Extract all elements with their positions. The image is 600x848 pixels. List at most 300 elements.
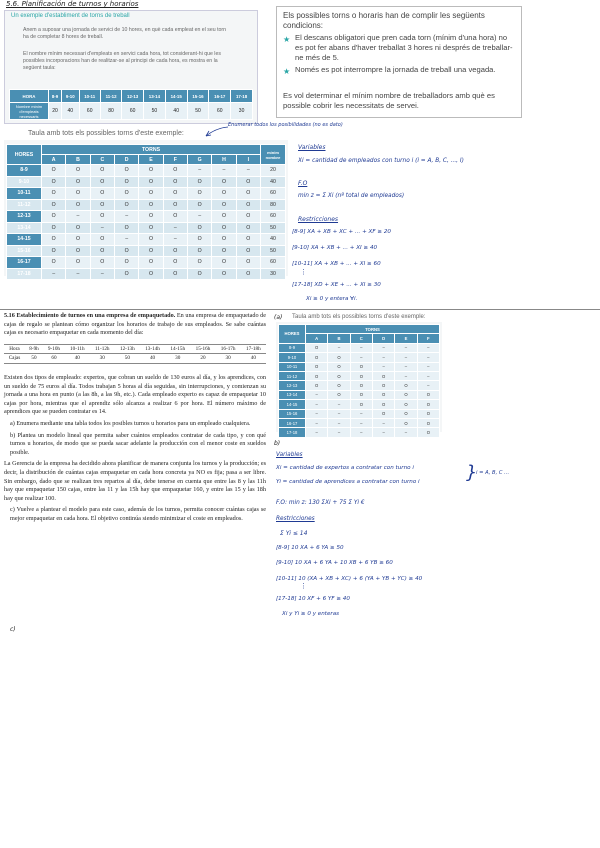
management-paragraph: La Gerencia de la empresa ha decidido ahora planificar de manera conjunta los turnos y la producción; es decir, la distribución de cuántas cajas empaquetar en cada hora concreta ya NO es fija; pasa a ser libre. Sin embargo, dado que se realizan tres repartos al día, debe tenerse en cuenta que entre las 8 y las 11h hay que empaquetar 150 cajas, entre las 11 y las 15h hay que empaquetar 160, y entre las 15 y las 18h hay que realizar 100. (4, 460, 266, 502)
question-c: c) Vuelve a plantear el modelo para este caso, además de los turnos, permita conocer cuántas cajas se mejor empaquetar en cada hora. El objetivo continúa siendo minimizar el coste en empleados. (10, 506, 266, 522)
torn-cell: O (163, 211, 187, 223)
torn-cell: – (372, 362, 394, 371)
torn-cell: O (139, 234, 163, 246)
boxes-header-cell: 15-16h (190, 344, 215, 354)
boxes-value-cell: 40 (140, 354, 165, 364)
torn-cell: – (187, 165, 211, 177)
torns-header: TORNS (42, 145, 261, 155)
small-torns-table (278, 324, 440, 438)
torn-cell: – (417, 353, 439, 362)
table-row (279, 381, 440, 390)
torn-cell: O (139, 165, 163, 177)
torn-cell: O (395, 381, 417, 390)
min-value: 20 (261, 165, 286, 177)
torn-cell: – (66, 211, 90, 223)
hour-label: 15-16 (279, 409, 306, 418)
restrictions-title-1: Restricciones (298, 216, 339, 223)
torn-cell: O (350, 381, 372, 390)
torn-cell: O (236, 257, 260, 269)
torn-cell: O (139, 211, 163, 223)
dots-1: ⋮ (300, 268, 307, 276)
torn-cell: O (114, 188, 138, 200)
conditions-intro: Els possibles torns o horaris han de complir les següents condicions: (283, 11, 485, 30)
hour-row-label: HORA (10, 90, 49, 103)
torn-col-header: D (114, 155, 138, 165)
torn-cell: O (139, 199, 163, 211)
hour-label: 16-17 (7, 257, 42, 269)
torn-cell: O (66, 165, 90, 177)
torn-cell: O (90, 234, 114, 246)
bullet-star-icon: ★ (283, 67, 291, 76)
torn-cell: – (372, 428, 394, 437)
torn-cell: O (66, 222, 90, 234)
restriction-17-18: [17-18] 10 XF + 6 YF ≥ 40 (276, 596, 350, 602)
table-row (7, 211, 286, 223)
brace-symbol: } (466, 462, 478, 483)
torn-cell: – (306, 400, 328, 409)
torn-cell: O (417, 409, 439, 418)
torn-cell: O (187, 188, 211, 200)
intro-paragraph: Anem a suposar una jornada de servici de 10 hores, en què cada empleat en el seu torn ha de completar 8 hores de treball. (23, 27, 227, 40)
torn-cell: – (328, 428, 350, 437)
torn-cell: O (212, 234, 236, 246)
hour-cell: 14-15 (165, 90, 187, 103)
variable-def-1: Xi = cantidad de empleados con turno i (i = A, B, C, ..., I) (298, 158, 464, 164)
torn-cell: – (417, 362, 439, 371)
min-cell: 30 (231, 103, 253, 120)
boxes-header-cell: 11-12h (90, 344, 115, 354)
hour-label: 8-9 (7, 165, 42, 177)
torn-cell: – (163, 234, 187, 246)
restriction-nonneg: Xi y Yi ≥ 0 y enteras (282, 611, 340, 617)
restriction-8-9: [8-9] 10 XA + 6 YA ≥ 50 (276, 545, 344, 551)
torn-cell: – (66, 268, 90, 280)
torn-cell: O (212, 245, 236, 257)
hour-label: 10-11 (279, 362, 306, 371)
torn-cell: O (42, 199, 66, 211)
torn-col-header: A (42, 155, 66, 165)
min-value: 60 (261, 257, 286, 269)
boxes-value-cell: 30 (165, 354, 190, 364)
section-divider (0, 309, 600, 310)
torn-cell: O (42, 165, 66, 177)
torn-cell: – (395, 428, 417, 437)
torn-cell: O (163, 188, 187, 200)
min-cell: 60 (209, 103, 231, 120)
restriction-3: [10-11] XA + XB + ... + XI ≥ 60 (292, 261, 381, 267)
hour-cell: 8-9 (49, 90, 62, 103)
hour-label: 15-16 (7, 245, 42, 257)
torn-cell: O (350, 400, 372, 409)
arrow-icon (200, 124, 230, 138)
a-label: (a) (274, 314, 283, 321)
table-row (7, 268, 286, 280)
table-row (7, 176, 286, 188)
torn-cell: O (328, 362, 350, 371)
torn-cell: O (212, 176, 236, 188)
torn-cell: O (163, 176, 187, 188)
min-cell: 50 (187, 103, 209, 120)
question-a: a) Enumera mediante una tabla todos los posibles turnos u horarios para un empleado cualquiera. (10, 419, 251, 427)
table-row (279, 428, 440, 437)
torn-cell: O (187, 257, 211, 269)
torn-cell: – (350, 418, 372, 427)
torn-cell: O (187, 222, 211, 234)
small-table-caption: Taula amb tots els possibles torns d'este exemple: (292, 314, 426, 320)
torn-cell: O (66, 245, 90, 257)
variables-title-1: Variables (298, 144, 326, 151)
handwritten-annotation: Enumerar todos los posibilidades (no es dato) (228, 122, 343, 128)
torn-cell: O (328, 353, 350, 362)
boxes-value-cell: 50 (25, 354, 43, 364)
boxes-table (4, 344, 266, 364)
torn-cell: O (90, 245, 114, 257)
torn-cell: O (114, 199, 138, 211)
torn-cell: – (306, 428, 328, 437)
torn-cell: O (114, 165, 138, 177)
torn-cell: O (42, 257, 66, 269)
boxes-header-cell: 9-10h (43, 344, 65, 354)
torn-cell: – (212, 165, 236, 177)
min-value: 80 (261, 199, 286, 211)
table-row (279, 343, 440, 352)
min-value: 40 (261, 176, 286, 188)
torn-cell: – (395, 353, 417, 362)
torn-col-header: F (163, 155, 187, 165)
hour-label: 14-15 (279, 400, 306, 409)
torn-cell: O (114, 245, 138, 257)
hour-label: 9-10 (279, 353, 306, 362)
hour-label: 9-10 (7, 176, 42, 188)
small-torn-col-header: F (417, 334, 439, 343)
torn-cell: O (372, 409, 394, 418)
torn-cell: O (163, 257, 187, 269)
boxes-header-cell: Hora (4, 344, 25, 354)
boxes-value-cell: 30 (90, 354, 115, 364)
torn-cell: – (328, 400, 350, 409)
torn-cell: O (42, 211, 66, 223)
torn-cell: – (417, 381, 439, 390)
torn-cell: O (212, 222, 236, 234)
torn-cell: O (350, 390, 372, 399)
restrictions-title-2: Restricciones (276, 516, 315, 522)
small-torn-col-header: E (395, 334, 417, 343)
torn-cell: O (306, 353, 328, 362)
hores-header: HORES (7, 145, 42, 165)
torn-cell: O (212, 257, 236, 269)
torn-cell: O (66, 257, 90, 269)
table-row (279, 371, 440, 380)
table-row (7, 222, 286, 234)
restriction-9-10: [9-10] 10 XA + 6 YA + 10 XB + 6 YB ≥ 60 (276, 560, 393, 566)
min-employees-table (9, 89, 253, 120)
torn-cell: – (236, 165, 260, 177)
table-row (279, 409, 440, 418)
torn-cell: O (66, 188, 90, 200)
torn-cell: O (187, 268, 211, 280)
torn-cell: – (163, 222, 187, 234)
torn-cell: – (114, 234, 138, 246)
torn-cell: O (114, 176, 138, 188)
hour-cell: 11-12 (100, 90, 121, 103)
table-row (279, 390, 440, 399)
torn-cell: – (395, 371, 417, 380)
torn-cell: O (139, 176, 163, 188)
y-variable-def: Yi = cantidad de aprendices a contratar con turno i (276, 479, 420, 485)
torn-cell: – (350, 409, 372, 418)
boxes-header-cell: 17-18h (241, 344, 266, 354)
hour-label: 8-9 (279, 343, 306, 352)
hour-label: 14-15 (7, 234, 42, 246)
top-left-panel (4, 10, 258, 124)
problem-intro: En una empresa de empaquetado de cajas de regalo se plantean cómo organizar los horarios de trabajo de sus empleados. Se sabe cuántas cajas es necesario empaquetar en cada momento del día: (4, 312, 267, 337)
torn-cell: O (417, 428, 439, 437)
torn-cell: O (187, 234, 211, 246)
employees-paragraph: Existen dos tipos de empleado: expertos, que cobran un sueldo de 130 euros al día, y los aprendices, con un sueldo de 75 euros al día. Todos trabajan 5 horas al día seguidas, sin interrupciones, y comienzan su jornada a una hora en punto (a las 8h, a las 9h, etc.). Cada empleado experto es capaz de empaquetar 10 cajas por hora, mientras que el aprendiz sólo alcanza a realizar 6 por hora. El número máximo de aprendices que se pueden contratar es 14. (4, 373, 266, 416)
torn-cell: O (187, 245, 211, 257)
small-torn-col-header: C (350, 334, 372, 343)
hour-label: 13-14 (7, 222, 42, 234)
conditions-box (276, 6, 522, 118)
torn-cell: O (90, 176, 114, 188)
table-row (7, 165, 286, 177)
min-value: 50 (261, 245, 286, 257)
torn-cell: O (306, 371, 328, 380)
boxes-header-cell: 8-9h (25, 344, 43, 354)
problem-block (4, 312, 266, 526)
torn-cell: – (372, 418, 394, 427)
min-cell: 20 (49, 103, 62, 120)
min-row-label: Nombre mínim d'empleats necessaris (10, 103, 49, 120)
restriction-10-11: [10-11] 10 (XA + XB + XC) + 6 (YA + YB + YC) ≥ 40 (276, 576, 423, 582)
torn-cell: O (163, 268, 187, 280)
torn-cell: O (163, 245, 187, 257)
fo-line-2: F.O: min z: 130 ΣXi + 75 Σ Yi € (276, 500, 365, 506)
torn-cell: – (350, 343, 372, 352)
torn-cell: O (236, 188, 260, 200)
torn-cell: O (236, 176, 260, 188)
fo-line-1: min z = Σ Xi (nº total de empleados) (298, 193, 405, 199)
hour-label: 10-11 (7, 188, 42, 200)
torn-cell: O (372, 400, 394, 409)
min-value: 50 (261, 222, 286, 234)
torn-cell: – (328, 409, 350, 418)
hour-label: 11-12 (279, 371, 306, 380)
small-torn-col-header: B (328, 334, 350, 343)
torn-cell: O (350, 371, 372, 380)
torn-cell: O (306, 343, 328, 352)
torn-cell: – (350, 428, 372, 437)
hour-label: 13-14 (279, 390, 306, 399)
torn-cell: O (42, 222, 66, 234)
torn-cell: O (328, 371, 350, 380)
fo-title-1: F.O (298, 180, 308, 187)
torn-cell: – (417, 343, 439, 352)
torn-cell: – (328, 343, 350, 352)
torn-cell: O (114, 222, 138, 234)
torn-col-header: E (139, 155, 163, 165)
small-hores-header: HORES (279, 325, 306, 344)
torn-col-header: I (236, 155, 260, 165)
bullet-star-icon: ★ (283, 35, 291, 44)
torn-cell: O (212, 199, 236, 211)
hour-label: 16-17 (279, 418, 306, 427)
torn-cell: – (306, 418, 328, 427)
torn-cell: O (372, 371, 394, 380)
small-torn-col-header: A (306, 334, 328, 343)
boxes-value-cell: 20 (190, 354, 215, 364)
torn-cell: O (163, 199, 187, 211)
torn-cell: O (417, 400, 439, 409)
torn-cell: O (212, 211, 236, 223)
torn-cell: – (372, 353, 394, 362)
hour-label: 17-18 (7, 268, 42, 280)
table-row (279, 353, 440, 362)
torn-col-header: B (66, 155, 90, 165)
torn-cell: O (306, 381, 328, 390)
torn-cell: O (139, 222, 163, 234)
min-cell: 40 (62, 103, 79, 120)
condition-bullet-1: El descans obligatori que pren cada torn (mínim d'una hora) no es pot fer abans d'haver treballat 3 hores ni després de treballar-ne més de 5. (295, 33, 513, 62)
torn-cell: O (139, 245, 163, 257)
boxes-value-cell: Cajas (4, 354, 25, 364)
torn-cell: O (236, 199, 260, 211)
torn-cell: – (417, 371, 439, 380)
torn-cell: O (417, 418, 439, 427)
torn-cell: – (42, 268, 66, 280)
torn-col-header: H (212, 155, 236, 165)
hour-cell: 10-11 (79, 90, 100, 103)
b-label: b) (274, 440, 281, 447)
handwritten-c-label: c) (10, 626, 16, 633)
small-table-panel (276, 322, 442, 435)
min-cell: 50 (144, 103, 166, 120)
torn-cell: O (306, 362, 328, 371)
torn-cell: – (395, 343, 417, 352)
table-row (279, 362, 440, 371)
torn-cell: – (114, 211, 138, 223)
torn-cell: O (42, 245, 66, 257)
torn-cell: O (372, 390, 394, 399)
needs-paragraph: El nombre mínim necessari d'empleats en servici cada hora, tot considerant-hi que les possibles incorporacions han de realitzar-se al principi de cada hora, es mostra en la següent taula: (23, 51, 221, 71)
torn-cell: O (90, 188, 114, 200)
torn-cell: O (90, 199, 114, 211)
torns-table (6, 144, 286, 280)
torn-cell: O (90, 257, 114, 269)
torn-cell: O (350, 362, 372, 371)
table-row (7, 199, 286, 211)
torn-cell: O (114, 257, 138, 269)
torn-cell: O (372, 381, 394, 390)
torn-cell: O (90, 211, 114, 223)
min-cell: 40 (165, 103, 187, 120)
x-variable-def: Xi = cantidad de expertos a contratar con turno i (276, 465, 414, 471)
torn-cell: – (90, 268, 114, 280)
table-row (7, 245, 286, 257)
torn-cell: O (395, 390, 417, 399)
torn-cell: – (328, 418, 350, 427)
hour-cell: 15-16 (187, 90, 209, 103)
torn-col-header: C (90, 155, 114, 165)
boxes-value-cell: 30 (216, 354, 241, 364)
restriction-2: [9-10] XA + XB + ... + XI ≥ 40 (292, 245, 378, 251)
torn-cell: O (139, 188, 163, 200)
torn-cell: – (306, 409, 328, 418)
table-row (279, 400, 440, 409)
table-row (7, 257, 286, 269)
hour-label: 11-12 (7, 199, 42, 211)
torn-cell: O (417, 390, 439, 399)
table-row (279, 418, 440, 427)
torn-cell: O (395, 418, 417, 427)
hour-cell: 13-14 (144, 90, 166, 103)
min-cell: 60 (79, 103, 100, 120)
torn-cell: O (236, 268, 260, 280)
table-row (7, 188, 286, 200)
hour-cell: 16-17 (209, 90, 231, 103)
boxes-header-cell: 14-15h (165, 344, 190, 354)
torn-cell: O (139, 257, 163, 269)
restriction-apprentices: Σ Yi ≤ 14 (280, 530, 308, 537)
torns-table-caption: Taula amb tots els possibles torns d'este exemple: (28, 130, 184, 137)
min-value: 60 (261, 211, 286, 223)
boxes-value-cell: 40 (241, 354, 266, 364)
small-torn-col-header: D (372, 334, 394, 343)
torn-cell: – (372, 343, 394, 352)
torn-cell: O (66, 234, 90, 246)
torn-cell: O (163, 165, 187, 177)
torn-cell: O (236, 211, 260, 223)
brace-index: i = A, B, C ... (476, 470, 510, 476)
hour-label: 12-13 (279, 381, 306, 390)
torn-cell: – (395, 362, 417, 371)
torn-cell: O (42, 188, 66, 200)
boxes-value-cell: 40 (65, 354, 90, 364)
hour-cell: 17-18 (231, 90, 253, 103)
torns-table-panel (4, 140, 288, 276)
torn-cell: – (306, 390, 328, 399)
torn-cell: O (66, 176, 90, 188)
table-row (7, 234, 286, 246)
torn-cell: O (328, 381, 350, 390)
boxes-header-cell: 10-11h (65, 344, 90, 354)
question-b: b) Plantea un modelo lineal que permita saber cuántos empleados contratar de cada tipo, y con qué turnos u horarios, de modo que se pueda sacar adelante la producción con el menor coste en sueldos posible. (10, 431, 266, 456)
handwritten-section-title: 5.6. Planificación de turnos y horarios (6, 0, 139, 8)
min-value: 30 (261, 268, 286, 280)
hour-label: 12-13 (7, 211, 42, 223)
hour-cell: 9-10 (62, 90, 79, 103)
boxes-header-cell: 13-14h (140, 344, 165, 354)
hour-label: 17-18 (279, 428, 306, 437)
min-cell: 80 (100, 103, 121, 120)
min-value: 40 (261, 234, 286, 246)
torn-cell: O (328, 390, 350, 399)
example-label: Un exemple d'establiment de torns de treball (11, 13, 130, 19)
torn-cell: O (236, 245, 260, 257)
torn-cell: – (350, 353, 372, 362)
torn-cell: O (42, 234, 66, 246)
boxes-value-cell: 50 (115, 354, 140, 364)
conditions-conclusion: Es vol determinar el mínim nombre de treballadors amb què es possible cobrir les necessitats de servei. (283, 91, 495, 110)
boxes-header-cell: 16-17h (216, 344, 241, 354)
min-value: 60 (261, 188, 286, 200)
torn-cell: O (395, 400, 417, 409)
torn-cell: O (395, 409, 417, 418)
torn-cell: O (236, 222, 260, 234)
boxes-value-cell: 60 (43, 354, 65, 364)
min-cell: 60 (122, 103, 144, 120)
small-torns-header: TORNS (306, 325, 440, 334)
